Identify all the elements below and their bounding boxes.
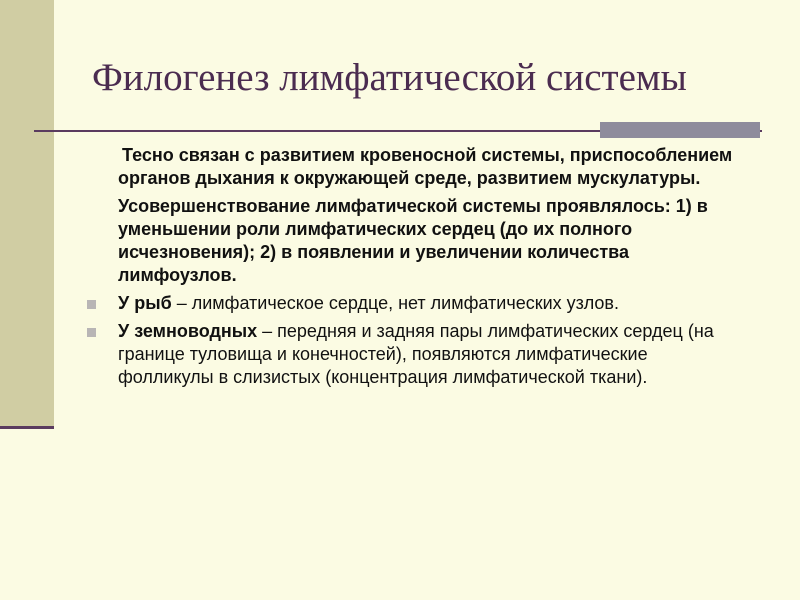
paragraph-intro: Тесно связан с развитием кровеносной системы, приспособлением органов дыхания к окружающей среде, развитием мускулатуры. — [118, 145, 733, 188]
slide-body — [118, 144, 748, 394]
paragraph-improvement: Усовершенствование лимфатической системы проявлялось: 1) в уменьшении роли лимфатических сердец (до их полного исчезновения); 2) в появлении и увеличении количества лимфоузлов. — [118, 196, 708, 285]
slide-title: Филогенез лимфатической системы — [92, 56, 687, 99]
side-decoration-band — [0, 0, 54, 426]
bullet-term: У земноводных — [118, 321, 258, 341]
square-bullet-icon — [87, 300, 96, 309]
bullet-text: – лимфатическое сердце, нет лимфатических узлов. — [171, 293, 619, 313]
bullet-item-fish — [118, 292, 748, 315]
bullet-item-amphibians — [118, 320, 748, 389]
bullet-text: – передняя и задняя пары лимфатических сердец (на границе туловища и конечностей), появляются лимфатические фолликулы в слизистых (концентрация лимфатической ткани). — [118, 321, 714, 387]
square-bullet-icon — [87, 328, 96, 337]
title-divider-accent-block — [600, 122, 760, 138]
side-decoration-line — [0, 426, 54, 429]
bullet-term: У рыб — [118, 293, 172, 313]
